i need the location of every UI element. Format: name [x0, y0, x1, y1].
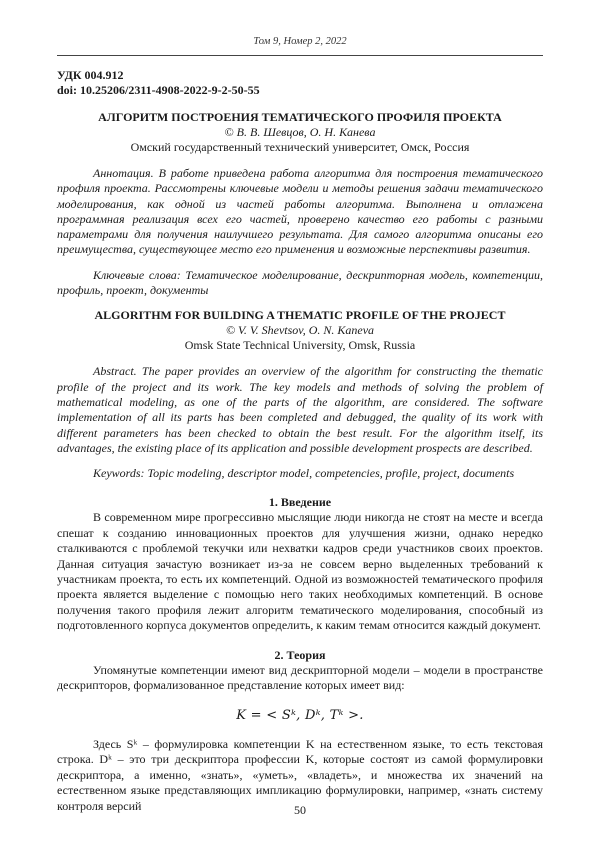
keywords-ru: Ключевые слова: Тематическое моделирование, дескрипторная модель, компетенции, профиль, проект, документы — [57, 267, 543, 298]
theory-paragraph-2: Здесь Sᵏ – формулировка компетенции K на естественном языке, то есть текстовая строка. Dᵏ – это три дескриптора профессии K, которые состоят из самой формулировки дескриптора, а именно, «знать», «уметь», «владеть», и множества их значений на естественном языке представляющих импликацию формулировки, например, «знать систему контроля версий — [57, 736, 543, 813]
abstract-en: Abstract. The paper provides an overview of the algorithm for constructing the thematic profile of the project and its work. The key models and methods of solving the problem of mathematical modeling, as one of the parts of the algorithm, are considered. The software implementation of all its parts has been completed and debugged, the quality of its work with different parameters has been checked to obtain the best result. For the algorithm itself, its advantages, the existing place of its application and possible development prospects are described. — [57, 364, 543, 455]
authors-ru: © В. В. Шевцов, О. Н. Канева — [224, 125, 376, 139]
title-en: ALGORITHM FOR BUILDING A THEMATIC PROFILE OF THE PROJECT — [94, 308, 506, 323]
competence-formula: K = < Sᵏ, Dᵏ, Tᵏ >. — [236, 707, 364, 723]
affiliation-en: Omsk State Technical University, Omsk, Russia — [184, 338, 416, 353]
keywords-en: Keywords: Topic modeling, descriptor model, competencies, profile, project, documents — [93, 466, 515, 481]
abstract-ru: Аннотация. В работе приведена работа алгоритма для построения тематического профиля проекта. Рассмотрены ключевые модели и методы решения задачи тематического моделирования, как одной из частей работы алгоритма. Выполнена и отлажена программная реализация всех его частей, проверено качество его работы с разными параметрами для получения наилучшего результата. Для самого алгоритма описаны его преимущества, существующее место его применения и возможные перспективы развития. — [57, 166, 543, 257]
journal-header: Том 9, Номер 2, 2022 — [253, 36, 347, 47]
header-rule — [57, 55, 543, 56]
intro-paragraph: В современном мире прогрессивно мыслящие люди никогда не стоят на месте и всегда спешат к созданию инновационных проектов для улучшения жизни, однако нередко сталкиваются с проблемой текучки или нехватки кадров среди участников своих проектов. Данная ситуация зачастую возникает из-за не совсем верно выделенных требований к участникам проекта, то есть их компетенций. Одной из возможностей тематического профиля проекта является выделение с помощью него таких необходимых компетенций. В основе получения такого профиля лежит алгоритм тематического моделирования, способный из подготовленного корпуса документов определить, к каким темам относится каждый документ. — [57, 510, 543, 633]
affiliation-ru: Омский государственный технический университет, Омск, Россия — [130, 140, 470, 154]
article-body — [57, 68, 543, 814]
page-number: 50 — [294, 803, 306, 817]
doi: doi: 10.25206/2311-4908-2022-9-2-50-55 — [57, 83, 260, 97]
theory-paragraph-1: Упомянутые компетенции имеют вид дескрипторной модели – модели в пространстве дескрипторов, формализованное представление которых имеет вид: — [57, 662, 543, 693]
udc-code: УДК 004.912 — [57, 68, 124, 82]
title-ru: АЛГОРИТМ ПОСТРОЕНИЯ ТЕМАТИЧЕСКОГО ПРОФИЛЯ ПРОЕКТА — [98, 110, 502, 124]
section-heading-theory: 2. Теория — [274, 647, 326, 662]
section-heading-intro: 1. Введение — [268, 495, 332, 510]
authors-en: © V. V. Shevtsov, O. N. Kaneva — [225, 323, 375, 338]
